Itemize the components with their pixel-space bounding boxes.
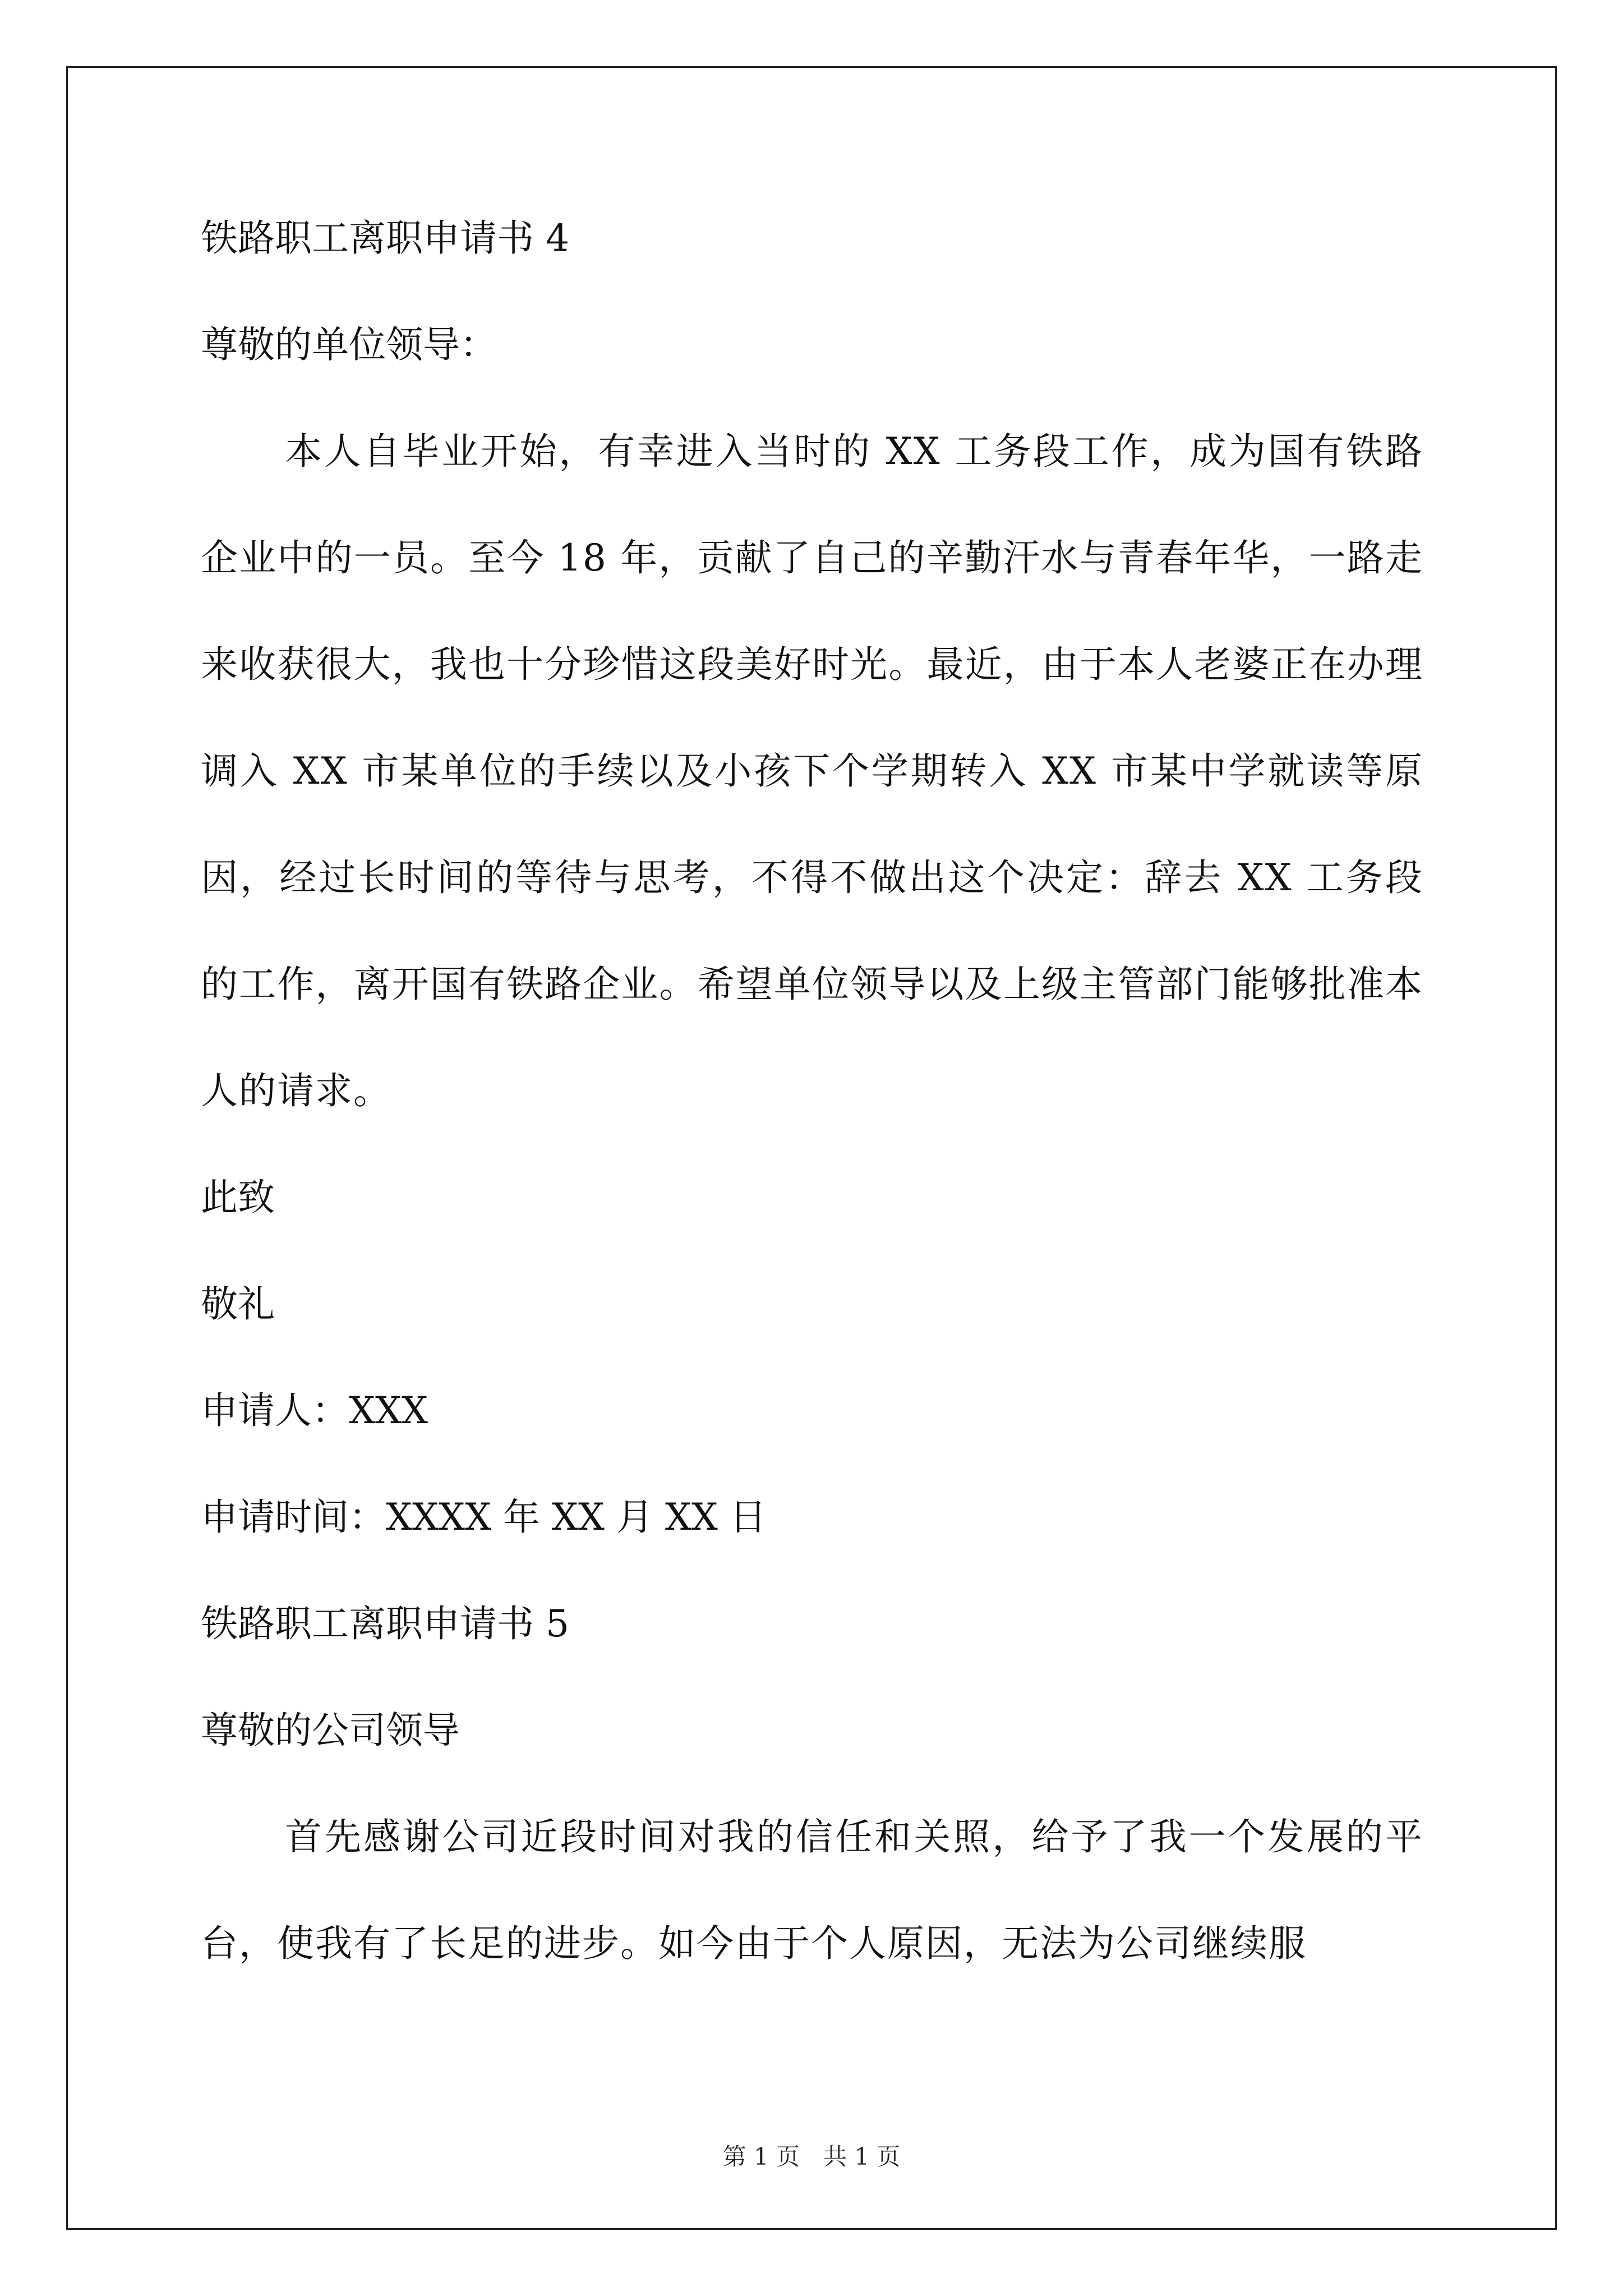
- applicant-line: 申请人：XXX: [201, 1389, 428, 1432]
- greeting: 尊敬的单位领导：: [201, 323, 497, 366]
- date-line: 申请时间：XXXX 年 XX 月 XX 日: [201, 1496, 767, 1539]
- document-content: [201, 213, 1423, 2025]
- greeting: 尊敬的公司领导: [201, 1709, 460, 1752]
- body-paragraph: 首先感谢公司近段时间对我的信任和关照，给予了我一个发展的平台，使我有了长足的进步。如今由于个人原因，无法为公司继续服: [201, 1815, 1423, 1965]
- closing-regards: 敬礼: [201, 1282, 275, 1326]
- page-footer: 第 1 页 共 1 页: [722, 2143, 901, 2170]
- body-paragraph: 本人自毕业开始，有幸进入当时的 XX 工务段工作，成为国有铁路企业中的一员。至今 18 年，贡献了自己的辛勤汗水与青春年华，一路走来收获很大，我也十分珍惜这段美好时光。最近，由于本人老婆正在办理调入 XX 市某单位的手续以及小孩下个学期转入 XX 市某中学就读等原因，经过长时间的等待与思考，不得不做出这个决定：辞去 XX 工务段的工作，离开国有铁路企业。希望单位领导以及上级主管部门能够批准本人的请求。: [201, 430, 1423, 1112]
- section-title: 铁路职工离职申请书 4: [201, 217, 569, 260]
- section-title: 铁路职工离职申请书 5: [201, 1602, 569, 1645]
- closing-salutation: 此致: [201, 1176, 275, 1219]
